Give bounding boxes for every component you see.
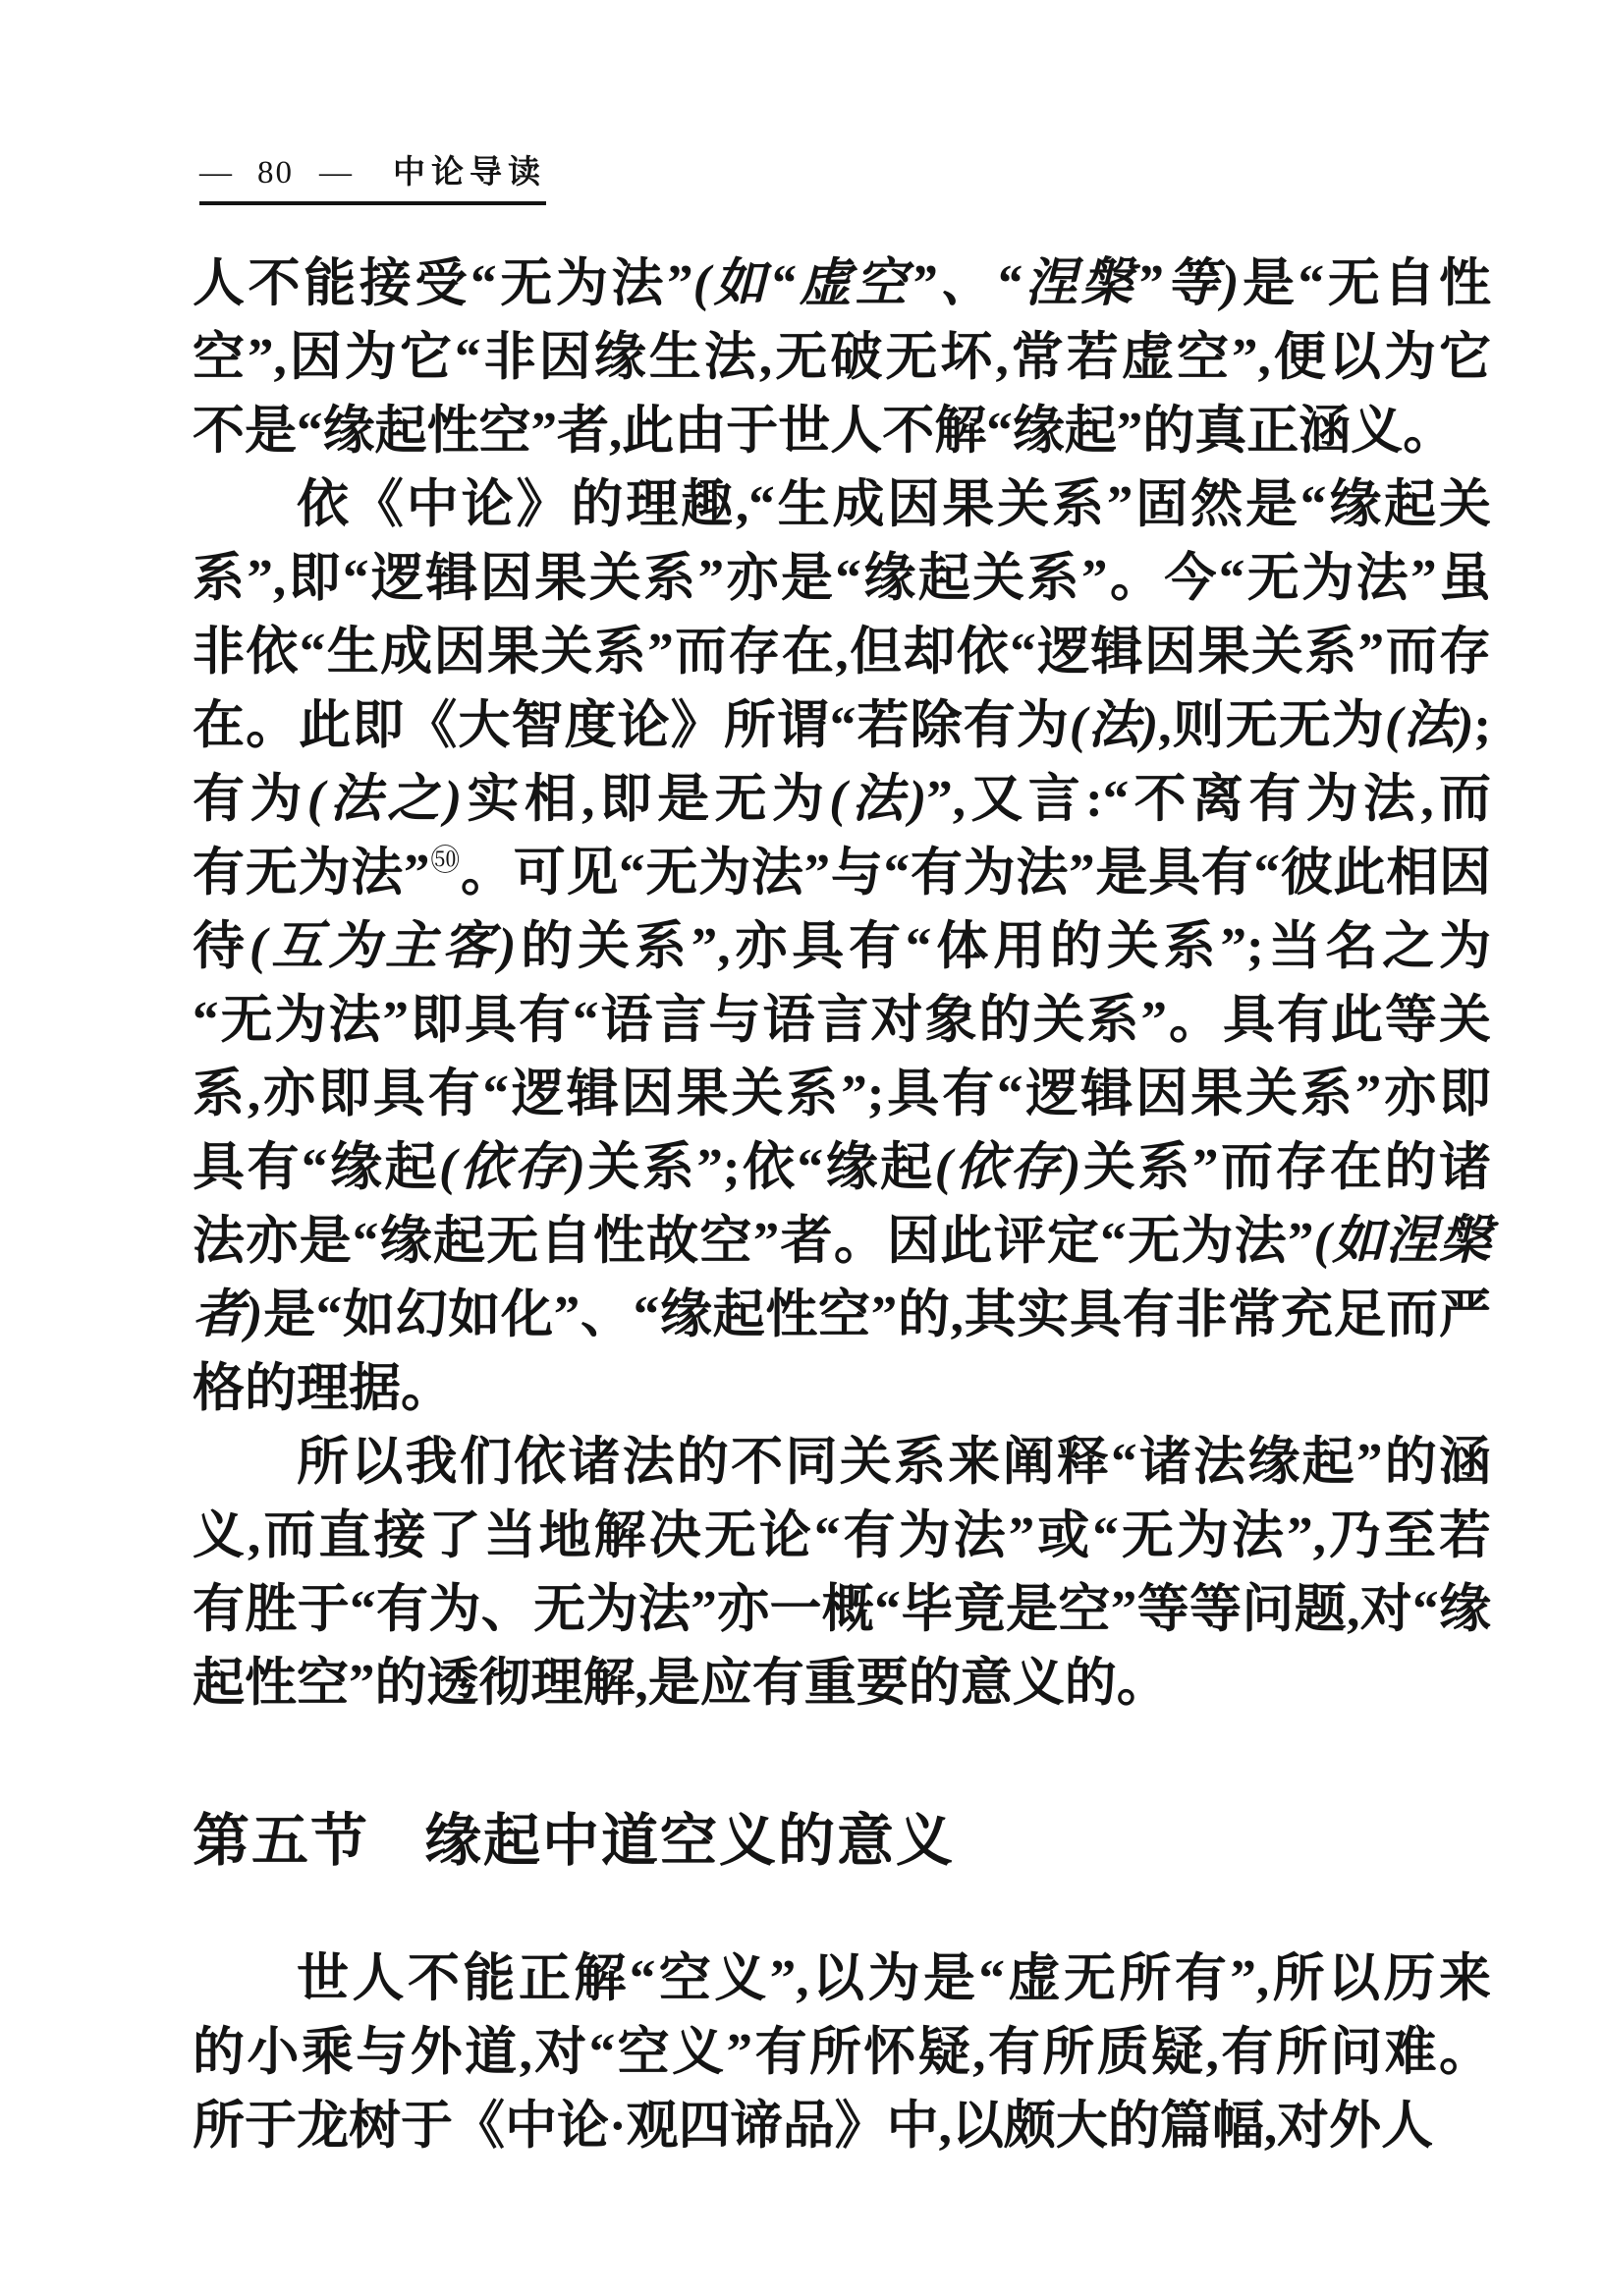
text-line: “无为法”即具有“语言与语言对象的关系”。具有此等关 [193, 992, 1491, 1049]
text-line: 法亦是“缘起无自性故空”者。因此评定“无为法”(如涅槃 [193, 1213, 1491, 1270]
book-title: 中论导读 [393, 155, 546, 191]
section-title: 缘起中道空义的意义 [424, 1809, 956, 1873]
text-line: 者)是“如幻如化”、“缘起性空”的,其实具有非常充足而严 [193, 1286, 1491, 1343]
text-line: 待(互为主客)的关系”,亦具有“体用的关系”;当名之为 [193, 918, 1492, 975]
paragraph [193, 1942, 1491, 2163]
header-dash-left: — [199, 155, 232, 191]
text-line: 有为(法之)实相,即是无为(法)”,又言:“不离有为法,而 [193, 771, 1492, 828]
text-line: 所于龙树于《中论·观四谛品》中,以颇大的篇幅,对外人 [193, 2098, 1434, 2155]
page-header [199, 153, 546, 205]
text-line: 系”,即“逻辑因果关系”亦是“缘起关系”。今“无为法”虽 [193, 550, 1491, 607]
section-label: 第五节 [193, 1809, 370, 1873]
footnote-marker: ㊿ [429, 845, 461, 877]
text-line: 在。此即《大智度论》所谓“若除有为(法),则无无为(法); [193, 697, 1491, 754]
page-body [193, 247, 1491, 2163]
text-line: 世人不能正解“空义”,以为是“虚无所有”,所以历来 [297, 1950, 1491, 2007]
text-line: 格的理据。 [193, 1360, 453, 1417]
text-line: 空”,因为它“非因缘生法,无破无坏,常若虚空”,便以为它 [193, 329, 1491, 386]
page-number: 80 [257, 155, 294, 191]
text-line: 有胜于“有为、无为法”亦一概“毕竟是空”等等问题,对“缘 [193, 1581, 1491, 1638]
header-dash-right: — [319, 155, 352, 191]
text-line: 不是“缘起性空”者,此由于世人不解“缘起”的真正涵义。 [193, 403, 1456, 460]
text-line: 非依“生成因果关系”而存在,但却依“逻辑因果关系”而存 [193, 624, 1491, 681]
text-line: 的小乘与外道,对“空义”有所怀疑,有所质疑,有所问难。 [193, 2024, 1491, 2081]
text-line: 义,而直接了当地解决无论“有为法”或“无为法”,乃至若 [193, 1507, 1491, 1564]
paragraph [193, 247, 1491, 468]
text-line: 所以我们依诸法的不同关系来阐释“诸法缘起”的涵 [297, 1434, 1491, 1491]
paragraph [193, 1426, 1491, 1721]
text-line: 系,亦即具有“逻辑因果关系”;具有“逻辑因果关系”亦即 [193, 1066, 1491, 1122]
text-line: 具有“缘起(依存)关系”;依“缘起(依存)关系”而存在的诸 [193, 1139, 1491, 1196]
text-line: 起性空”的透彻理解,是应有重要的意义的。 [193, 1655, 1169, 1712]
text-line: 依《中论》的理趣,“生成因果关系”固然是“缘起关 [297, 476, 1491, 533]
paragraph [193, 468, 1491, 1426]
text-line: 有无为法”$^㊿$。可见“无为法”与“有为法”是具有“彼此相因 [193, 845, 1492, 902]
text-line: 人不能接受“无为法”(如“虚空”、“涅槃”等)是“无自性 [193, 255, 1492, 312]
section-heading [193, 1803, 1491, 1880]
